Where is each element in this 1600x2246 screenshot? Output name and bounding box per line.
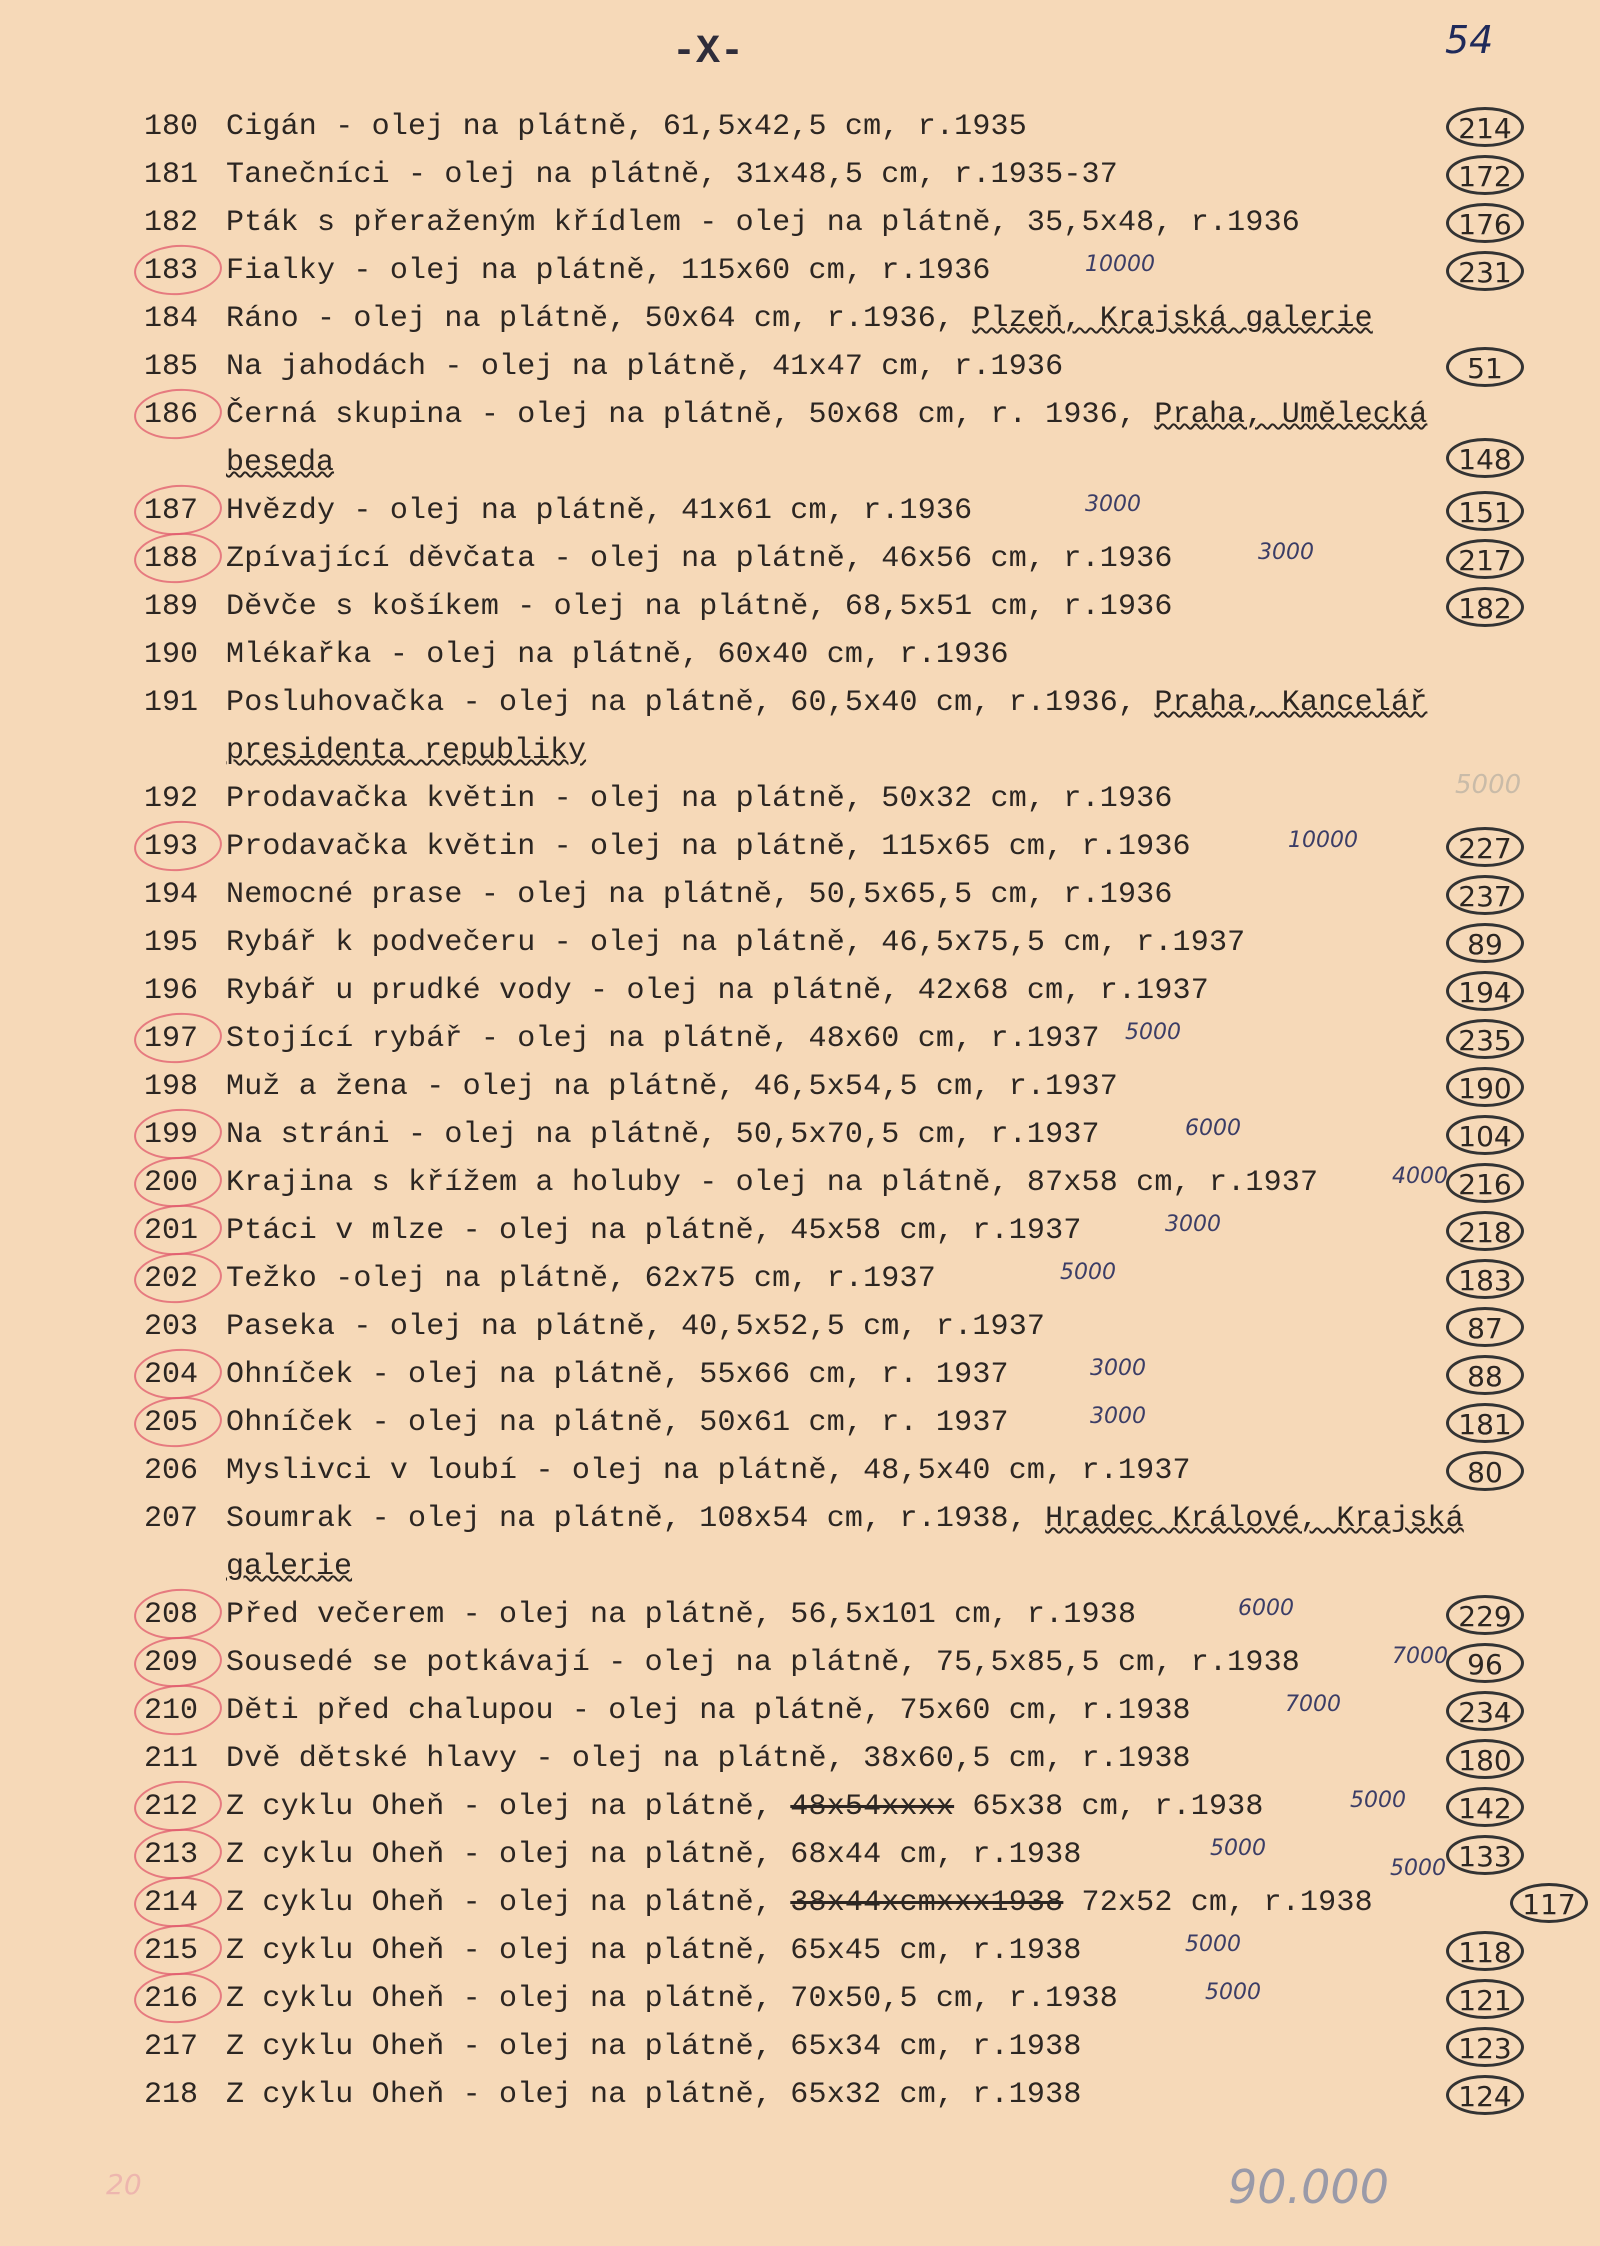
handwritten-price-note: 7000 xyxy=(1285,1692,1341,1717)
entry-description: Rybář k podvečeru - olej na plátně, 46,5x75,5 cm, r.1937 xyxy=(226,926,1246,960)
circled-inventory-number: 148 xyxy=(1446,438,1524,478)
entry-number: 191 xyxy=(144,686,199,720)
entry-row xyxy=(0,874,1600,916)
circled-inventory-number: 237 xyxy=(1446,875,1524,915)
entry-text xyxy=(226,538,1173,580)
entry-row xyxy=(0,1258,1600,1300)
entry-number: 190 xyxy=(144,638,199,672)
entry-description: Zpívající děvčata - olej na plátně, 46x56 cm, r.1936 xyxy=(226,542,1173,576)
entry-text xyxy=(226,970,1209,1012)
entry-description: Težko -olej na plátně, 62x75 cm, r.1937 xyxy=(226,1262,936,1296)
circled-inventory-number: 117 xyxy=(1510,1883,1588,1923)
entry-text xyxy=(226,2074,1082,2116)
entry-row xyxy=(0,1498,1600,1584)
circled-inventory-number: 190 xyxy=(1446,1067,1524,1107)
entry-number: 200 xyxy=(144,1166,199,1200)
circled-inventory-number: 151 xyxy=(1446,491,1524,531)
entry-number: 198 xyxy=(144,1070,199,1104)
entry-text xyxy=(226,1162,1318,1204)
entry-text xyxy=(226,298,1373,340)
entry-row xyxy=(0,2026,1600,2068)
circled-inventory-number: 176 xyxy=(1446,203,1524,243)
entry-row xyxy=(0,778,1600,820)
entry-description: Pták s přeraženým křídlem - olej na plátně, 35,5x48, r.1936 xyxy=(226,206,1300,240)
entry-number: 207 xyxy=(144,1502,199,1536)
red-margin-mark: 20 xyxy=(106,2168,142,2201)
entry-description: Z cyklu Oheň - olej na plátně, 65x45 cm, r.1938 xyxy=(226,1934,1082,1968)
entry-description: Z cyklu Oheň - olej na plátně, 65x34 cm, r.1938 xyxy=(226,2030,1082,2064)
entry-number: 180 xyxy=(144,110,199,144)
entry-text xyxy=(226,2026,1082,2068)
circled-inventory-number: 218 xyxy=(1446,1211,1524,1251)
entry-row xyxy=(0,394,1600,480)
circled-inventory-number: 227 xyxy=(1446,827,1524,867)
entry-row xyxy=(0,682,1600,768)
circled-inventory-number: 124 xyxy=(1446,2075,1524,2115)
circled-inventory-number: 121 xyxy=(1446,1979,1524,2019)
entry-description: Dvě dětské hlavy - olej na plátně, 38x60,5 cm, r.1938 xyxy=(226,1742,1191,1776)
entry-text xyxy=(226,490,972,532)
circled-inventory-number: 172 xyxy=(1446,155,1524,195)
entry-row xyxy=(0,298,1600,340)
circled-inventory-number: 234 xyxy=(1446,1691,1524,1731)
struck-out-dimensions: 48x54xxxx xyxy=(790,1790,955,1824)
entry-text xyxy=(226,1114,1100,1156)
circled-inventory-number: 89 xyxy=(1446,923,1524,963)
entry-row xyxy=(0,1306,1600,1348)
handwritten-price-note: 3000 xyxy=(1090,1404,1146,1429)
collection-location: Praha, Umělecká xyxy=(1154,398,1428,432)
collection-location: Praha, Kancelář xyxy=(1154,686,1428,720)
entry-number: 216 xyxy=(144,1982,199,2016)
entry-text xyxy=(226,1210,1082,1252)
entry-text xyxy=(226,1690,1191,1732)
circled-inventory-number: 214 xyxy=(1446,107,1524,147)
page-number: 54 xyxy=(1445,18,1494,62)
entry-number: 186 xyxy=(144,398,199,432)
entry-description: Ohníček - olej na plátně, 55x66 cm, r. 1937 xyxy=(226,1358,1009,1392)
entry-row xyxy=(0,826,1600,868)
circled-inventory-number: 229 xyxy=(1446,1595,1524,1635)
entry-row xyxy=(0,586,1600,628)
entry-description: Před večerem - olej na plátně, 56,5x101 cm, r.1938 xyxy=(226,1598,1137,1632)
margin-note: 5000 xyxy=(1455,770,1522,800)
handwritten-price-note: 3000 xyxy=(1090,1356,1146,1381)
entry-number: 208 xyxy=(144,1598,199,1632)
entry-description: Ráno - olej na plátně, 50x64 cm, r.1936, xyxy=(226,302,973,336)
entry-description: Ptáci v mlze - olej na plátně, 45x58 cm, r.1937 xyxy=(226,1214,1082,1248)
corrected-dimensions: 65x38 cm, r.1938 xyxy=(954,1790,1264,1824)
entry-description: Stojící rybář - olej na plátně, 48x60 cm, r.1937 xyxy=(226,1022,1100,1056)
circled-inventory-number: 194 xyxy=(1446,971,1524,1011)
entry-text xyxy=(226,250,991,292)
entry-number: 217 xyxy=(144,2030,199,2064)
entry-text xyxy=(226,1642,1300,1684)
entry-description: Nemocné prase - olej na plátně, 50,5x65,5 cm, r.1936 xyxy=(226,878,1173,912)
corrected-dimensions: 72x52 cm, r.1938 xyxy=(1063,1886,1373,1920)
collection-location-continued: presidenta republiky xyxy=(226,734,587,768)
struck-out-dimensions: 38x44xcmxxx1938 xyxy=(790,1886,1064,1920)
entry-text xyxy=(226,1258,936,1300)
entry-number: 212 xyxy=(144,1790,199,1824)
entry-row xyxy=(0,1642,1600,1684)
entry-row xyxy=(0,922,1600,964)
circled-inventory-number: 88 xyxy=(1446,1355,1524,1395)
handwritten-price-note: 3000 xyxy=(1085,492,1141,517)
entry-description: Z cyklu Oheň - olej na plátně, xyxy=(226,1790,791,1824)
handwritten-price-note: 4000 xyxy=(1392,1164,1448,1189)
entry-description: Prodavačka květin - olej na plátně, 115x65 cm, r.1936 xyxy=(226,830,1191,864)
entry-number: 215 xyxy=(144,1934,199,1968)
entry-row xyxy=(0,1834,1600,1876)
entry-text xyxy=(226,1402,1009,1444)
entry-number: 192 xyxy=(144,782,199,816)
entry-row xyxy=(0,1930,1600,1972)
entry-number: 203 xyxy=(144,1310,199,1344)
entry-number: 197 xyxy=(144,1022,199,1056)
circled-inventory-number: 183 xyxy=(1446,1259,1524,1299)
entry-text xyxy=(226,826,1191,868)
entry-description: Ohníček - olej na plátně, 50x61 cm, r. 1937 xyxy=(226,1406,1009,1440)
entry-description: Rybář u prudké vody - olej na plátně, 42x68 cm, r.1937 xyxy=(226,974,1209,1008)
entry-description: Myslivci v loubí - olej na plátně, 48,5x40 cm, r.1937 xyxy=(226,1454,1191,1488)
circled-inventory-number: 118 xyxy=(1446,1931,1524,1971)
entry-text xyxy=(226,1786,1264,1828)
entry-text xyxy=(226,874,1173,916)
entry-number: 187 xyxy=(144,494,199,528)
entry-row xyxy=(0,106,1600,148)
entry-description: Cigán - olej na plátně, 61,5x42,5 cm, r.1935 xyxy=(226,110,1027,144)
entry-description: Černá skupina - olej na plátně, 50x68 cm, r. 1936, xyxy=(226,398,1155,432)
entry-row xyxy=(0,1690,1600,1732)
circled-inventory-number: 142 xyxy=(1446,1787,1524,1827)
circled-inventory-number: 123 xyxy=(1446,2027,1524,2067)
entry-text xyxy=(226,1594,1136,1636)
entry-row xyxy=(0,490,1600,532)
entry-description: Na jahodách - olej na plátně, 41x47 cm, r.1936 xyxy=(226,350,1064,384)
circled-inventory-number: 96 xyxy=(1446,1643,1524,1683)
entry-row xyxy=(0,1354,1600,1396)
circled-inventory-number: 216 xyxy=(1446,1163,1524,1203)
entry-number: 206 xyxy=(144,1454,199,1488)
entry-text xyxy=(226,154,1118,196)
entry-text xyxy=(226,1498,1464,1540)
entry-description: Z cyklu Oheň - olej na plátně, xyxy=(226,1886,791,1920)
entry-description: Fialky - olej na plátně, 115x60 cm, r.1936 xyxy=(226,254,991,288)
handwritten-price-note: 5000 xyxy=(1205,1980,1261,2005)
circled-inventory-number: 104 xyxy=(1446,1115,1524,1155)
entry-number: 201 xyxy=(144,1214,199,1248)
entry-number: 183 xyxy=(144,254,199,288)
entry-number: 181 xyxy=(144,158,199,192)
entry-row xyxy=(0,1978,1600,2020)
circled-inventory-number: 231 xyxy=(1446,251,1524,291)
circled-inventory-number: 87 xyxy=(1446,1307,1524,1347)
entry-description: Z cyklu Oheň - olej na plátně, 70x50,5 cm, r.1938 xyxy=(226,1982,1118,2016)
entry-text xyxy=(226,1018,1100,1060)
entry-number: 202 xyxy=(144,1262,199,1296)
entry-description: Mlékařka - olej na plátně, 60x40 cm, r.1936 xyxy=(226,638,1009,672)
entry-row xyxy=(0,1018,1600,1060)
entry-row xyxy=(0,2074,1600,2116)
entry-number: 213 xyxy=(144,1838,199,1872)
entry-number: 185 xyxy=(144,350,199,384)
entry-number: 204 xyxy=(144,1358,199,1392)
entry-number: 189 xyxy=(144,590,199,624)
entry-text xyxy=(226,682,1427,724)
entry-row xyxy=(0,1402,1600,1444)
entry-text xyxy=(226,1306,1045,1348)
entry-text xyxy=(226,922,1245,964)
handwritten-price-note: 5000 xyxy=(1185,1932,1241,1957)
entry-row xyxy=(0,1066,1600,1108)
handwritten-price-note: 10000 xyxy=(1288,828,1358,853)
circled-inventory-number: 180 xyxy=(1446,1739,1524,1779)
entry-text xyxy=(226,1738,1191,1780)
entry-number: 205 xyxy=(144,1406,199,1440)
entry-description: Z cyklu Oheň - olej na plátně, 68x44 cm, r.1938 xyxy=(226,1838,1082,1872)
handwritten-price-note: 6000 xyxy=(1185,1116,1241,1141)
entry-description: Hvězdy - olej na plátně, 41x61 cm, r.1936 xyxy=(226,494,973,528)
entry-text xyxy=(226,1066,1118,1108)
entry-text xyxy=(226,1834,1082,1876)
entry-text xyxy=(226,1930,1082,1972)
entry-number: 195 xyxy=(144,926,199,960)
entry-number: 196 xyxy=(144,974,199,1008)
entry-row xyxy=(0,1114,1600,1156)
entry-description: Soumrak - olej na plátně, 108x54 cm, r.1938, xyxy=(226,1502,1046,1536)
entry-description: Děvče s košíkem - olej na plátně, 68,5x51 cm, r.1936 xyxy=(226,590,1173,624)
entry-text xyxy=(226,394,1427,436)
entry-number: 199 xyxy=(144,1118,199,1152)
entry-row xyxy=(0,1210,1600,1252)
circled-inventory-number: 181 xyxy=(1446,1403,1524,1443)
entry-number: 218 xyxy=(144,2078,199,2112)
circled-inventory-number: 51 xyxy=(1446,347,1524,387)
entry-description: Prodavačka květin - olej na plátně, 50x32 cm, r.1936 xyxy=(226,782,1173,816)
entry-row xyxy=(0,346,1600,388)
entry-number: 214 xyxy=(144,1886,199,1920)
collection-location: Hradec Králové, Krajská xyxy=(1045,1502,1464,1536)
entry-number: 188 xyxy=(144,542,199,576)
entry-description: Z cyklu Oheň - olej na plátně, 65x32 cm, r.1938 xyxy=(226,2078,1082,2112)
entry-number: 182 xyxy=(144,206,199,240)
handwritten-price-note: 6000 xyxy=(1238,1596,1294,1621)
collection-location-continued: galerie xyxy=(226,1550,353,1584)
circled-inventory-number: 133 xyxy=(1446,1835,1524,1875)
entry-text xyxy=(226,106,1027,148)
entry-number: 210 xyxy=(144,1694,199,1728)
entry-row xyxy=(0,1162,1600,1204)
entry-row xyxy=(0,1738,1600,1780)
entry-number: 209 xyxy=(144,1646,199,1680)
handwritten-price-note: 7000 xyxy=(1392,1644,1448,1669)
entry-text xyxy=(226,1978,1118,2020)
entry-number: 211 xyxy=(144,1742,199,1776)
entry-description: Sousedé se potkávají - olej na plátně, 75,5x85,5 cm, r.1938 xyxy=(226,1646,1300,1680)
entry-text xyxy=(226,346,1063,388)
circled-inventory-number: 235 xyxy=(1446,1019,1524,1059)
entry-row xyxy=(0,634,1600,676)
entry-text xyxy=(226,634,1009,676)
header-mark: -X- xyxy=(672,30,745,75)
entry-text xyxy=(226,778,1173,820)
entry-text xyxy=(226,1882,1373,1924)
handwritten-price-note: 5000 xyxy=(1060,1260,1116,1285)
entry-row xyxy=(0,970,1600,1012)
entry-description: Děti před chalupou - olej na plátně, 75x60 cm, r.1938 xyxy=(226,1694,1191,1728)
entry-number: 184 xyxy=(144,302,199,336)
handwritten-price-note: 3000 xyxy=(1258,540,1314,565)
circled-inventory-number: 217 xyxy=(1446,539,1524,579)
entry-row xyxy=(0,1594,1600,1636)
entry-description: Tanečníci - olej na plátně, 31x48,5 cm, r.1935-37 xyxy=(226,158,1118,192)
entry-row xyxy=(0,1450,1600,1492)
circled-inventory-number: 182 xyxy=(1446,587,1524,627)
entry-number: 193 xyxy=(144,830,199,864)
handwritten-price-note: 5000 xyxy=(1390,1856,1446,1881)
entry-number: 194 xyxy=(144,878,199,912)
entry-description: Muž a žena - olej na plátně, 46,5x54,5 cm, r.1937 xyxy=(226,1070,1118,1104)
entry-text xyxy=(226,202,1300,244)
entry-description: Posluhovačka - olej na plátně, 60,5x40 cm, r.1936, xyxy=(226,686,1155,720)
collection-location: Plzeň, Krajská galerie xyxy=(972,302,1373,336)
collection-location-continued: beseda xyxy=(226,446,335,480)
entry-description: Paseka - olej na plátně, 40,5x52,5 cm, r.1937 xyxy=(226,1310,1046,1344)
entry-text xyxy=(226,1450,1191,1492)
entry-row xyxy=(0,250,1600,292)
total-sum: 90.000 xyxy=(1228,2160,1389,2214)
entry-text xyxy=(226,586,1173,628)
entry-row xyxy=(0,202,1600,244)
handwritten-price-note: 5000 xyxy=(1125,1020,1181,1045)
circled-inventory-number: 80 xyxy=(1446,1451,1524,1491)
entry-description: Krajina s křížem a holuby - olej na plátně, 87x58 cm, r.1937 xyxy=(226,1166,1319,1200)
entry-row xyxy=(0,1786,1600,1828)
entry-row xyxy=(0,154,1600,196)
entry-row xyxy=(0,538,1600,580)
handwritten-price-note: 5000 xyxy=(1350,1788,1406,1813)
handwritten-price-note: 3000 xyxy=(1165,1212,1221,1237)
entry-text xyxy=(226,1354,1009,1396)
entry-description: Na stráni - olej na plátně, 50,5x70,5 cm, r.1937 xyxy=(226,1118,1100,1152)
handwritten-price-note: 10000 xyxy=(1085,252,1155,277)
handwritten-price-note: 5000 xyxy=(1210,1836,1266,1861)
